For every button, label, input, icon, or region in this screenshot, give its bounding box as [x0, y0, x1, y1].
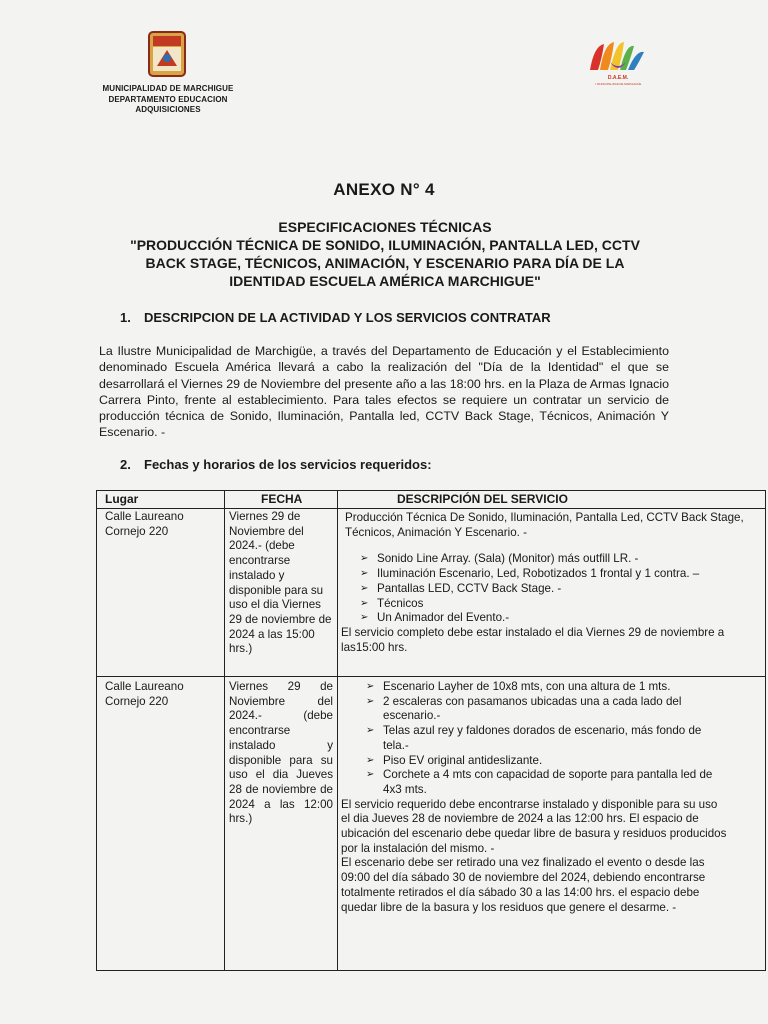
section-1-heading: [120, 310, 551, 325]
cell-lugar: Calle Laureano Cornejo 220: [105, 680, 184, 708]
organization-header: [88, 84, 248, 116]
services-table: [96, 490, 766, 971]
list-item: [363, 754, 727, 769]
list-item-text: Escenario Layher de 10x8 mts, con una altura de 1 mts.: [383, 680, 671, 693]
section-number: 1.: [120, 310, 131, 325]
arrow-bullet-icon: ➢: [366, 695, 375, 707]
arrow-bullet-icon: ➢: [360, 582, 369, 594]
arrow-bullet-icon: ➢: [366, 754, 375, 766]
cell-fecha: Viernes 29 de Noviembre del 2024.- (debe encontrarse instalado y disponible para su uso el dia Viernes 29 de noviembre de 2024 a las 15:00 hrs.): [229, 510, 332, 656]
title-line: ESPECIFICACIONES TÉCNICAS: [278, 219, 492, 235]
section-2-heading: [120, 457, 432, 472]
list-item: [363, 768, 727, 797]
header-lugar: Lugar: [105, 492, 139, 506]
title-line: "PRODUCCIÓN TÉCNICA DE SONIDO, ILUMINACIÓN, PANTALLA LED, CCTV: [130, 237, 640, 253]
arrow-bullet-icon: ➢: [366, 769, 375, 781]
list-item-text: Telas azul rey y faldones dorados de escenario, más fondo de tela.-: [383, 724, 702, 752]
section-title: Fechas y horarios de los servicios requeridos:: [144, 457, 432, 472]
list-item-text: Sonido Line Array. (Sala) (Monitor) más outfill LR. -: [377, 552, 639, 566]
cell-fecha: Viernes 29 de Noviembre del 2024.- (debe encontrarse instalado y disponible para su uso el dia Jueves 28 de noviembre de 2024 a las 12:00 hrs.): [229, 680, 333, 826]
list-item: [363, 724, 727, 753]
daem-logo-subtext: I. MUNICIPALIDAD DE MARCHIGÜE: [594, 82, 642, 86]
daem-logo-icon: [580, 40, 656, 90]
municipal-seal-icon: [147, 30, 187, 78]
arrow-bullet-icon: ➢: [360, 612, 369, 624]
daem-logo-text: D.A.E.M.: [607, 75, 629, 81]
cell-descripcion: [341, 680, 727, 915]
header-divider: [97, 508, 765, 509]
list-item-text: Corchete a 4 mts con capacidad de soporte para pantalla led de 4x3 mts.: [383, 768, 713, 796]
list-item: [357, 567, 761, 582]
list-item: [357, 582, 761, 597]
section-1-paragraph: La Ilustre Municipalidad de Marchigüe, a través del Departamento de Educación y el Establecimiento denominado Escuela América llevará a cabo la realización del "Día de la Identidad" el que se desarrollará el Viernes 29 de Noviembre del presente año a las 18:00 hrs. en la Plaza de Armas Ignacio Carrera Pinto, frente al establecimiento. Para tales efectos se requiere un contratar un servicio de producción técnica de Sonido, Iluminación, Pantalla led, CCTV Back Stage, Técnicos, Animación Y Escenario. -: [99, 344, 669, 440]
cell-descripcion: [341, 511, 761, 655]
document-title: [90, 218, 680, 290]
list-item: [363, 695, 727, 724]
org-line: ADQUISICIONES: [135, 105, 201, 114]
row-divider: [97, 676, 765, 677]
title-line: IDENTIDAD ESCUELA AMÉRICA MARCHIGUE": [229, 273, 541, 289]
title-line: BACK STAGE, TÉCNICOS, ANIMACIÓN, Y ESCENARIO PARA DÍA DE LA: [145, 255, 625, 271]
column-divider: [337, 491, 338, 970]
arrow-bullet-icon: ➢: [360, 568, 369, 580]
arrow-bullet-icon: ➢: [360, 597, 369, 609]
description-intro: Producción Técnica De Sonido, Iluminación, Pantalla Led, CCTV Back Stage, Técnicos, Animación Y Escenario. -: [345, 511, 744, 539]
description-note: El escenario debe ser retirado una vez finalizado el evento o desde las 09:00 del día sábado 30 de noviembre del 2024, debiendo encontrarse totalmente retirados el día sábado 30 a las 14:00 hrs. el espacio debe quedar libre de la basura y los residuos que genere el desarme. -: [341, 856, 706, 914]
list-item-text: Piso EV original antideslizante.: [383, 753, 543, 767]
list-item-text: Iluminación Escenario, Led, Robotizados 1 frontal y 1 contra. –: [377, 567, 700, 581]
header-descripcion: DESCRIPCIÓN DEL SERVICIO: [397, 492, 568, 506]
section-title: DESCRIPCION DE LA ACTIVIDAD Y LOS SERVICIOS CONTRATAR: [144, 310, 551, 325]
list-item: [363, 680, 727, 695]
list-item-text: 2 escaleras con pasamanos ubicadas una a cada lado del escenario.-: [383, 694, 682, 723]
org-line: MUNICIPALIDAD DE MARCHIGUE: [102, 84, 234, 93]
list-item-text: Pantallas LED, CCTV Back Stage. -: [377, 581, 562, 595]
org-line: DEPARTAMENTO EDUCACION: [108, 94, 228, 104]
section-number: 2.: [120, 457, 131, 472]
service-bullet-list: [341, 680, 727, 798]
list-item-text: Un Animador del Evento.-: [377, 611, 510, 625]
arrow-bullet-icon: ➢: [366, 725, 375, 737]
list-item-text: Técnicos: [377, 596, 424, 610]
cell-lugar: Calle Laureano Cornejo 220: [105, 510, 184, 538]
list-item: [357, 611, 761, 626]
header-fecha: FECHA: [261, 492, 303, 506]
description-note: El servicio requerido debe encontrarse instalado y disponible para su uso el dia Jueves 28 de noviembre de 2024 a las 12:00 hrs. El espacio de ubicación del escenario debe quedar libre de basura y residuos producidos por la instalación del mismo. -: [341, 797, 727, 855]
description-note: El servicio completo debe estar instalado el dia Viernes 29 de noviembre a las15:00 hrs.: [341, 625, 725, 654]
list-item: [357, 597, 761, 612]
arrow-bullet-icon: ➢: [366, 681, 375, 692]
annex-title: ANEXO N° 4: [333, 180, 435, 199]
list-item: [357, 552, 761, 567]
arrow-bullet-icon: ➢: [360, 553, 369, 565]
column-divider: [224, 491, 225, 970]
service-bullet-list: [341, 552, 761, 626]
